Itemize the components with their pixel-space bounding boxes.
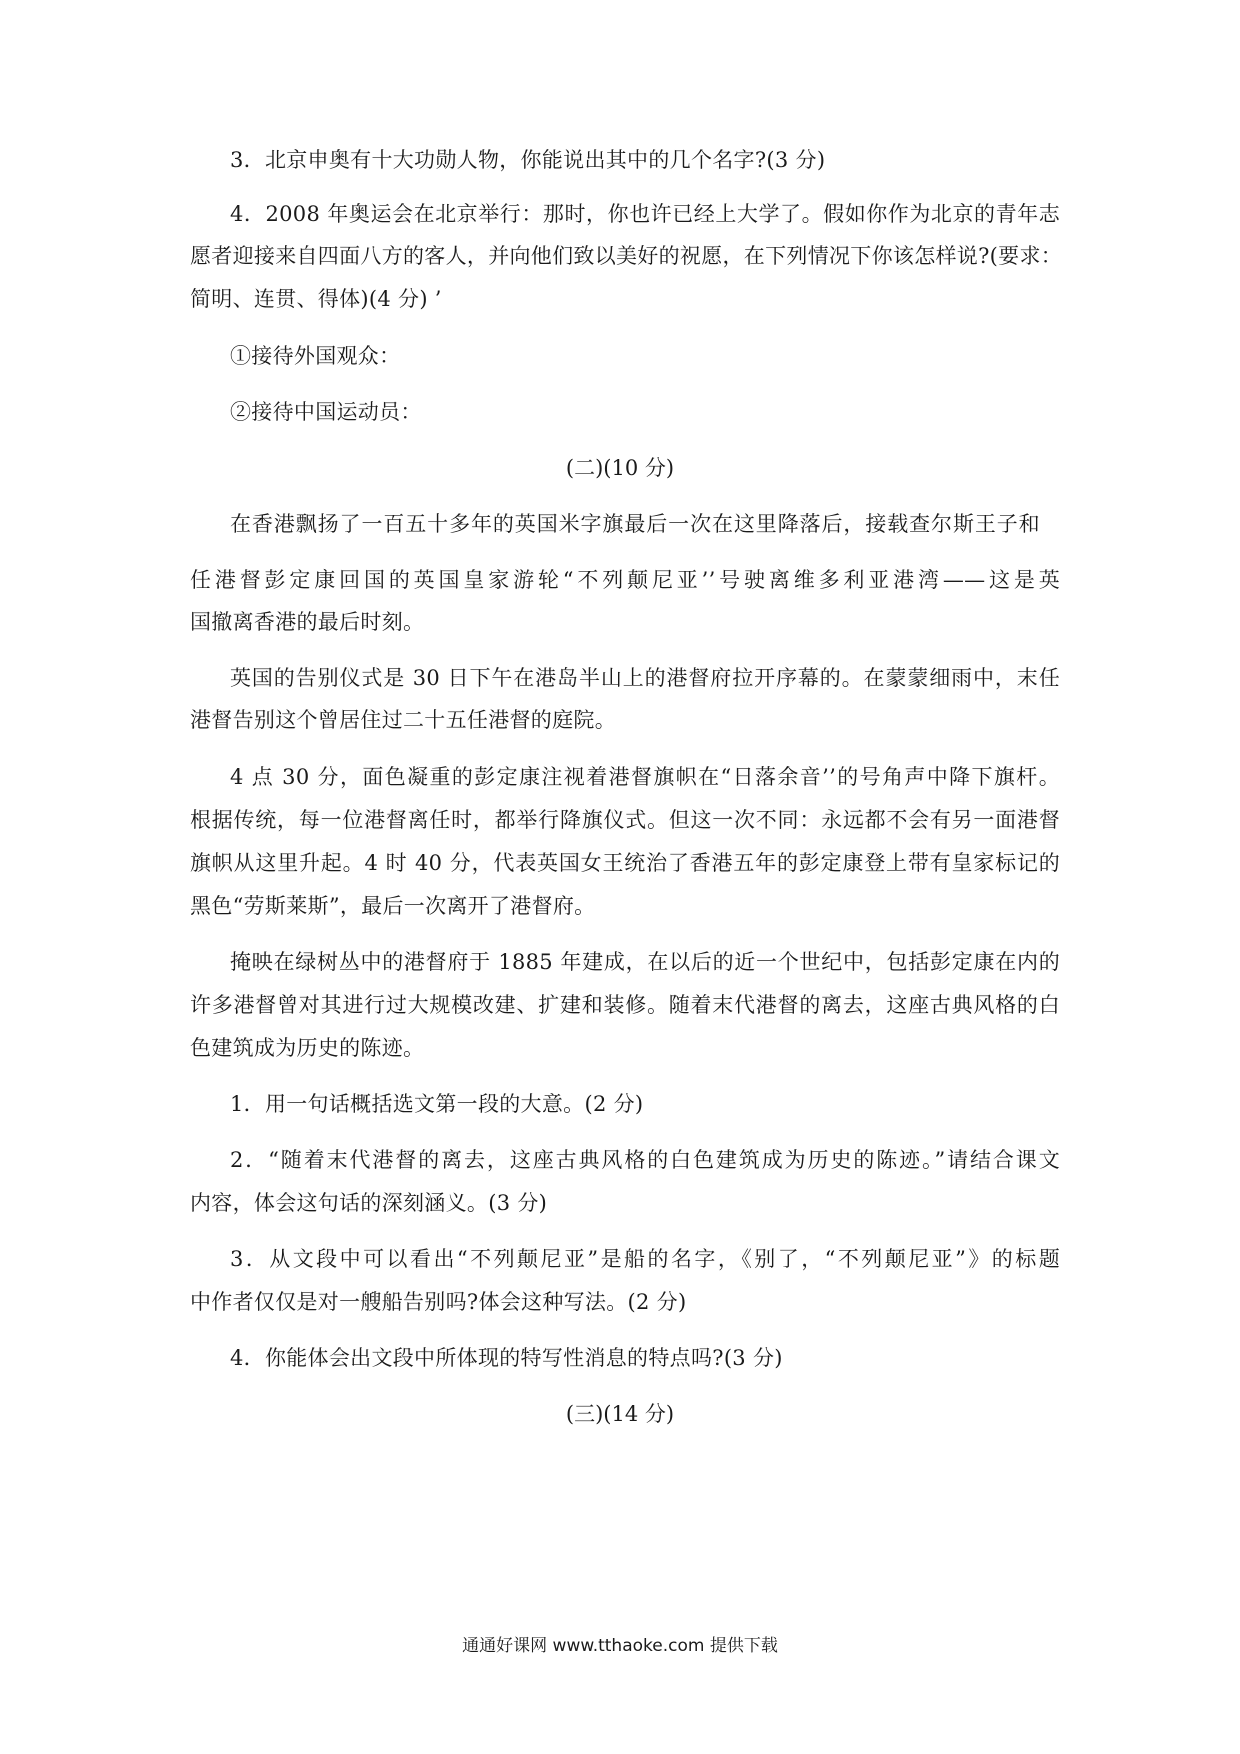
paragraph-4-line-2: 许多港督曾对其进行过大规模改建、扩建和装修。随着末代港督的离去，这座古典风格的白 [190,993,1060,1017]
section-2-question-3-line-1: 3．从文段中可以看出“不列颠尼亚”是船的名字，《别了，“不列颠尼亚”》的标题 [230,1247,1060,1271]
paragraph-3-line-4: 黑色“劳斯莱斯”，最后一次离开了港督府。 [190,894,596,918]
section-2-question-2-line-2: 内容，体会这句话的深刻涵义。(3 分) [190,1191,548,1215]
question-4-line-1: 4．2008 年奥运会在北京举行：那时，你也许已经上大学了。假如你作为北京的青年志 [230,202,1060,226]
section-2-question-3-line-2: 中作者仅仅是对一艘船告别吗?体会这种写法。(2 分) [190,1290,687,1314]
paragraph-3-line-3: 旗帜从这里升起。4 时 40 分，代表英国女王统治了香港五年的彭定康登上带有皇家标记的 [190,851,1060,875]
paragraph-2-line-1: 英国的告别仪式是 30 日下午在港岛半山上的港督府拉开序幕的。在蒙蒙细雨中，末任 [230,666,1060,690]
section-2-question-1: 1．用一句话概括选文第一段的大意。(2 分) [230,1092,644,1116]
paragraph-4-line-3: 色建筑成为历史的陈迹。 [190,1036,425,1060]
question-3: 3．北京申奥有十大功勋人物，你能说出其中的几个名字?(3 分) [230,148,826,172]
paragraph-3-line-2: 根据传统，每一位港督离任时，都举行降旗仪式。但这一次不同：永远都不会有另一面港督 [190,808,1060,832]
paragraph-2-line-2: 港督告别这个曾居住过二十五任港督的庭院。 [190,708,616,732]
question-4-line-3: 简明、连贯、得体)(4 分) ’ [190,287,442,311]
paragraph-1-line-2: 任港督彭定康回国的英国皇家游轮“不列颠尼亚’’号驶离维多利亚港湾——这是英 [190,568,1060,592]
question-4-item-2: ②接待中国运动员： [230,400,422,424]
paragraph-4-line-1: 掩映在绿树丛中的港督府于 1885 年建成，在以后的近一个世纪中，包括彭定康在内的 [230,950,1060,974]
paragraph-1-line-3: 国撤离香港的最后时刻。 [190,610,425,634]
section-2-question-4: 4．你能体会出文段中所体现的特写性消息的特点吗?(3 分) [230,1346,783,1370]
page-footer: 通通好课网 www.tthaoke.com 提供下载 [462,1636,778,1656]
section-2-heading: (二)(10 分) [565,456,675,480]
question-4-item-1: ①接待外国观众： [230,344,401,368]
section-3-heading: (三)(14 分) [565,1402,675,1426]
section-2-question-2-line-1: 2．“随着末代港督的离去，这座古典风格的白色建筑成为历史的陈迹。”请结合课文 [230,1148,1060,1172]
question-4-line-2: 愿者迎接来自四面八方的客人，并向他们致以美好的祝愿，在下列情况下你该怎样说?(要求： [190,244,1063,268]
paragraph-3-line-1: 4 点 30 分，面色凝重的彭定康注视着港督旗帜在“日落余音’’的号角声中降下旗杆。 [230,765,1060,789]
paragraph-1-line-1: 在香港飘扬了一百五十多年的英国米字旗最后一次在这里降落后，接载查尔斯王子和 [230,512,1040,536]
